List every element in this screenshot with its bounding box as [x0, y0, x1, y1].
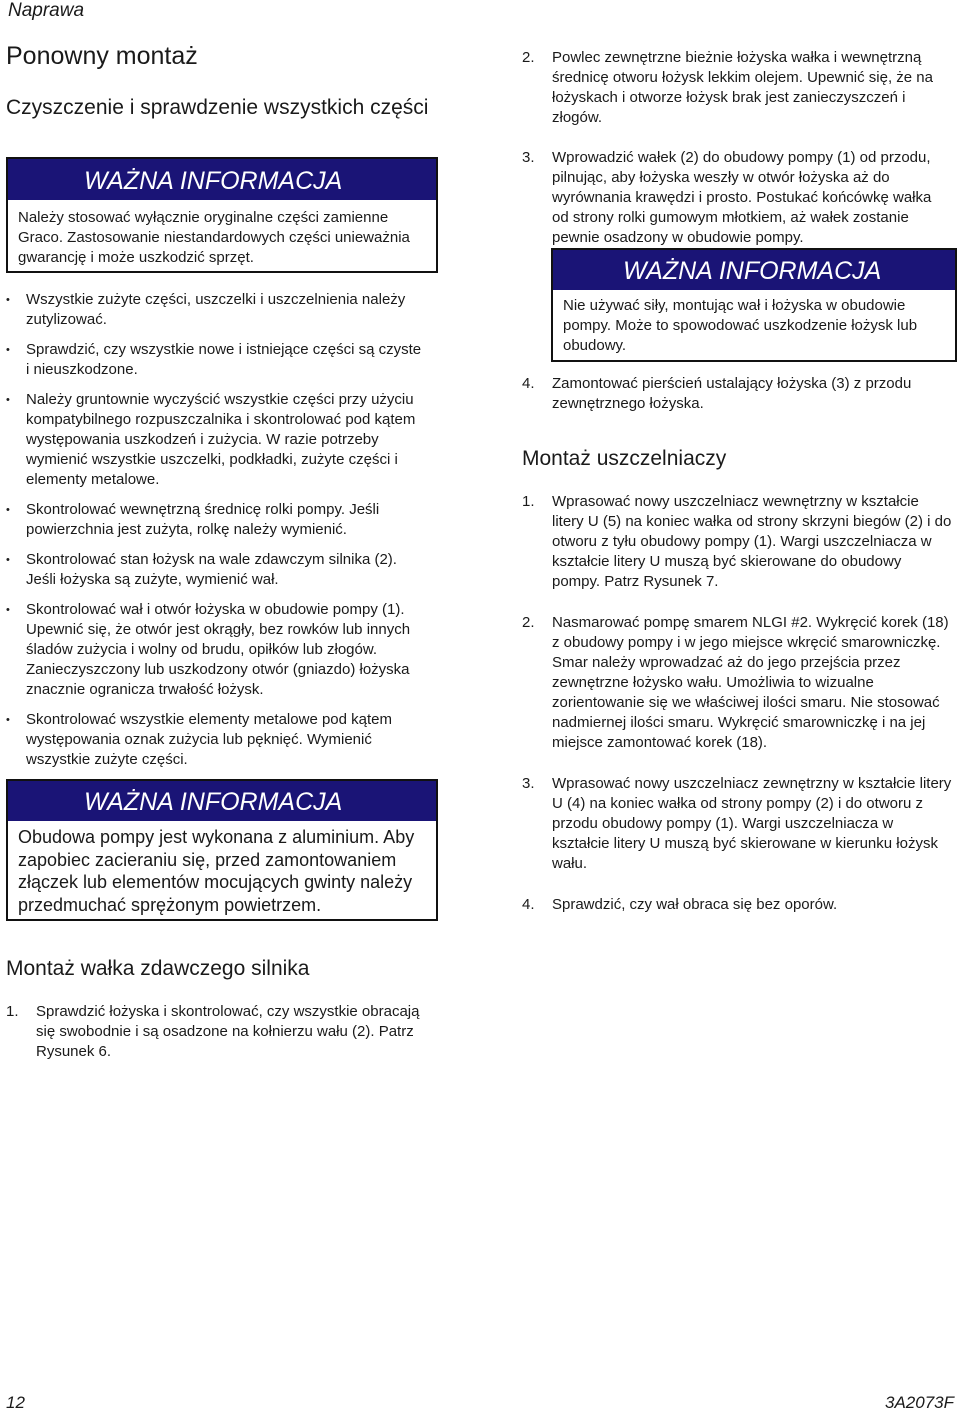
notice-text: Obudowa pompy jest wykonana z aluminium. Aby zapobiec zacieraniu się, przed zamontowaniem złączek lub elementów mocujących gwinty należy przedmuchać sprężonym powietrzem.	[18, 827, 415, 915]
section-title: Montaż wałka zdawczego silnika	[6, 957, 310, 980]
step-text: Nasmarować pompę smarem NLGI #2. Wykręcić korek (18) z obudowy pompy i w jego miejsce wkręcić smarowniczkę. Smar należy wprowadzać aż do jego przejścia przez zewnętrzne łożysko wału. Umożliwia to wizualne zorientowanie się we właściwej ilości smaru. Nie stosować nadmiernej ilości smaru. Wykręcić smarowniczkę i na jej miejsce zamontować korek (18).	[552, 614, 949, 751]
notice-heading: WAŻNA INFORMACJA	[553, 250, 955, 290]
section-header-label: Naprawa	[8, 0, 85, 21]
step-number: 4.	[522, 375, 535, 392]
right-column-steps-a	[522, 48, 952, 258]
step-text: Wprasować nowy uszczelniacz zewnętrzny w kształcie litery U (4) na koniec wałka od strony pompy (2) i do otworu z przodu obudowy pompy (1). Wargi uszczelniacza w kształcie litery U muszą być skierowane w kierunku łożysk wału.	[552, 775, 952, 872]
step-item	[522, 774, 952, 874]
step-text: Powlec zewnętrzne bieżnie łożyska wałka i wewnętrzną średnicę otworu łożysk lekkim olejem. Upewnić się, że na łożyskach i otworze łożysk brak jest zanieczyszczeń i złogów.	[552, 49, 933, 126]
step-number: 3.	[522, 149, 535, 166]
right-column-steps-b	[522, 374, 952, 424]
step-number: 2.	[522, 614, 535, 631]
step-item	[522, 613, 952, 753]
list-item: • Należy gruntownie wyczyścić wszystkie części przy użyciu kompatybilnego rozpuszczalnika i skontrolować pod kątem występowania uszkodzeń i zużycia. W razie potrzeby wymienić wszystkie uszczelki, podkładki, zużyte części i elementy metalowe.	[6, 390, 426, 490]
page-title: Ponowny montaż	[6, 42, 198, 70]
list-item: • Skontrolować wszystkie elementy metalowe pod kątem występowania oznak zużycia lub pęknięć. Wymienić wszystkie zużyte części.	[6, 710, 426, 770]
list-item: • Skontrolować stan łożysk na wale zdawczym silnika (2). Jeśli łożyska są zużyte, wymienić wał.	[6, 550, 426, 590]
notice-box-2	[6, 779, 438, 921]
step-item	[522, 492, 952, 592]
document-code: 3A2073F	[885, 1393, 954, 1412]
subsection-title: Czyszczenie i sprawdzenie wszystkich części	[6, 96, 429, 119]
step-text: Zamontować pierścień ustalający łożyska (3) z przodu zewnętrznego łożyska.	[552, 375, 912, 412]
step-number: 3.	[522, 775, 535, 792]
notice-text: Należy stosować wyłącznie oryginalne części zamienne Graco. Zastosowanie niestandardowych części unieważnia gwarancję i może uszkodzić sprzęt.	[18, 209, 410, 266]
step-text: Wprowadzić wałek (2) do obudowy pompy (1) od przodu, pilnując, aby łożyska weszły w otwór łożyska aż do wyrównania krawędzi i prosto. Postukać końcówkę wałka od strony rolki gumowym młotkiem, aż wałek zostanie pewnie osadzony w obudowie pompy.	[552, 149, 932, 246]
step-item	[6, 1002, 426, 1062]
notice-heading: WAŻNA INFORMACJA	[8, 781, 436, 821]
step-number: 1.	[6, 1003, 19, 1020]
notice-box-3	[551, 248, 957, 362]
bullet-list	[6, 290, 426, 780]
list-item: • Sprawdzić, czy wszystkie nowe i istniejące części są czyste i nieuszkodzone.	[6, 340, 426, 380]
section-title: Montaż uszczelniaczy	[522, 447, 727, 470]
step-number: 4.	[522, 896, 535, 913]
notice-heading: WAŻNA INFORMACJA	[8, 159, 436, 200]
step-item	[522, 374, 952, 414]
section-seals	[522, 446, 952, 925]
step-text: Wprasować nowy uszczelniacz wewnętrzny w kształcie litery U (5) na koniec wałka od strony skrzyni biegów (2) i do otworu z tyłu obudowy pompy (1). Wargi uszczelniacza w kształcie litery U muszą być skierowane do obudowy pompy. Patrz Rysunek 7.	[552, 493, 952, 590]
section-motor-shaft	[6, 956, 436, 1072]
notice-text: Nie używać siły, montując wał i łożyska w obudowie pompy. Może to spowodować uszkodzenie łożysk lub obudowy.	[563, 297, 918, 354]
list-item: • Wszystkie zużyte części, uszczelki i uszczelnienia należy zutylizować.	[6, 290, 426, 330]
page-number: 12	[6, 1393, 25, 1412]
step-number: 2.	[522, 49, 535, 66]
step-item	[522, 148, 952, 248]
left-column	[6, 42, 436, 120]
list-item: • Skontrolować wał i otwór łożyska w obudowie pompy (1). Upewnić się, że otwór jest okrągły, bez rowków lub innych śladów zużycia i wolny od brudu, opiłków lub złogów. Zanieczyszczony lub uszkodzony otwór (gniazdo) łożyska znacznie ogranicza trwałość łożysk.	[6, 600, 426, 700]
step-item	[522, 48, 952, 128]
step-text: Sprawdzić łożyska i skontrolować, czy wszystkie obracają się swobodnie i są osadzone na kołnierzu wału (2). Patrz Rysunek 6.	[36, 1003, 420, 1060]
notice-box-1	[6, 157, 438, 273]
step-number: 1.	[522, 493, 535, 510]
list-item: • Skontrolować wewnętrzną średnicę rolki pompy. Jeśli powierzchnia jest zużyta, rolkę należy wymienić.	[6, 500, 426, 540]
step-text: Sprawdzić, czy wał obraca się bez oporów.	[552, 896, 838, 913]
step-item	[522, 895, 952, 915]
